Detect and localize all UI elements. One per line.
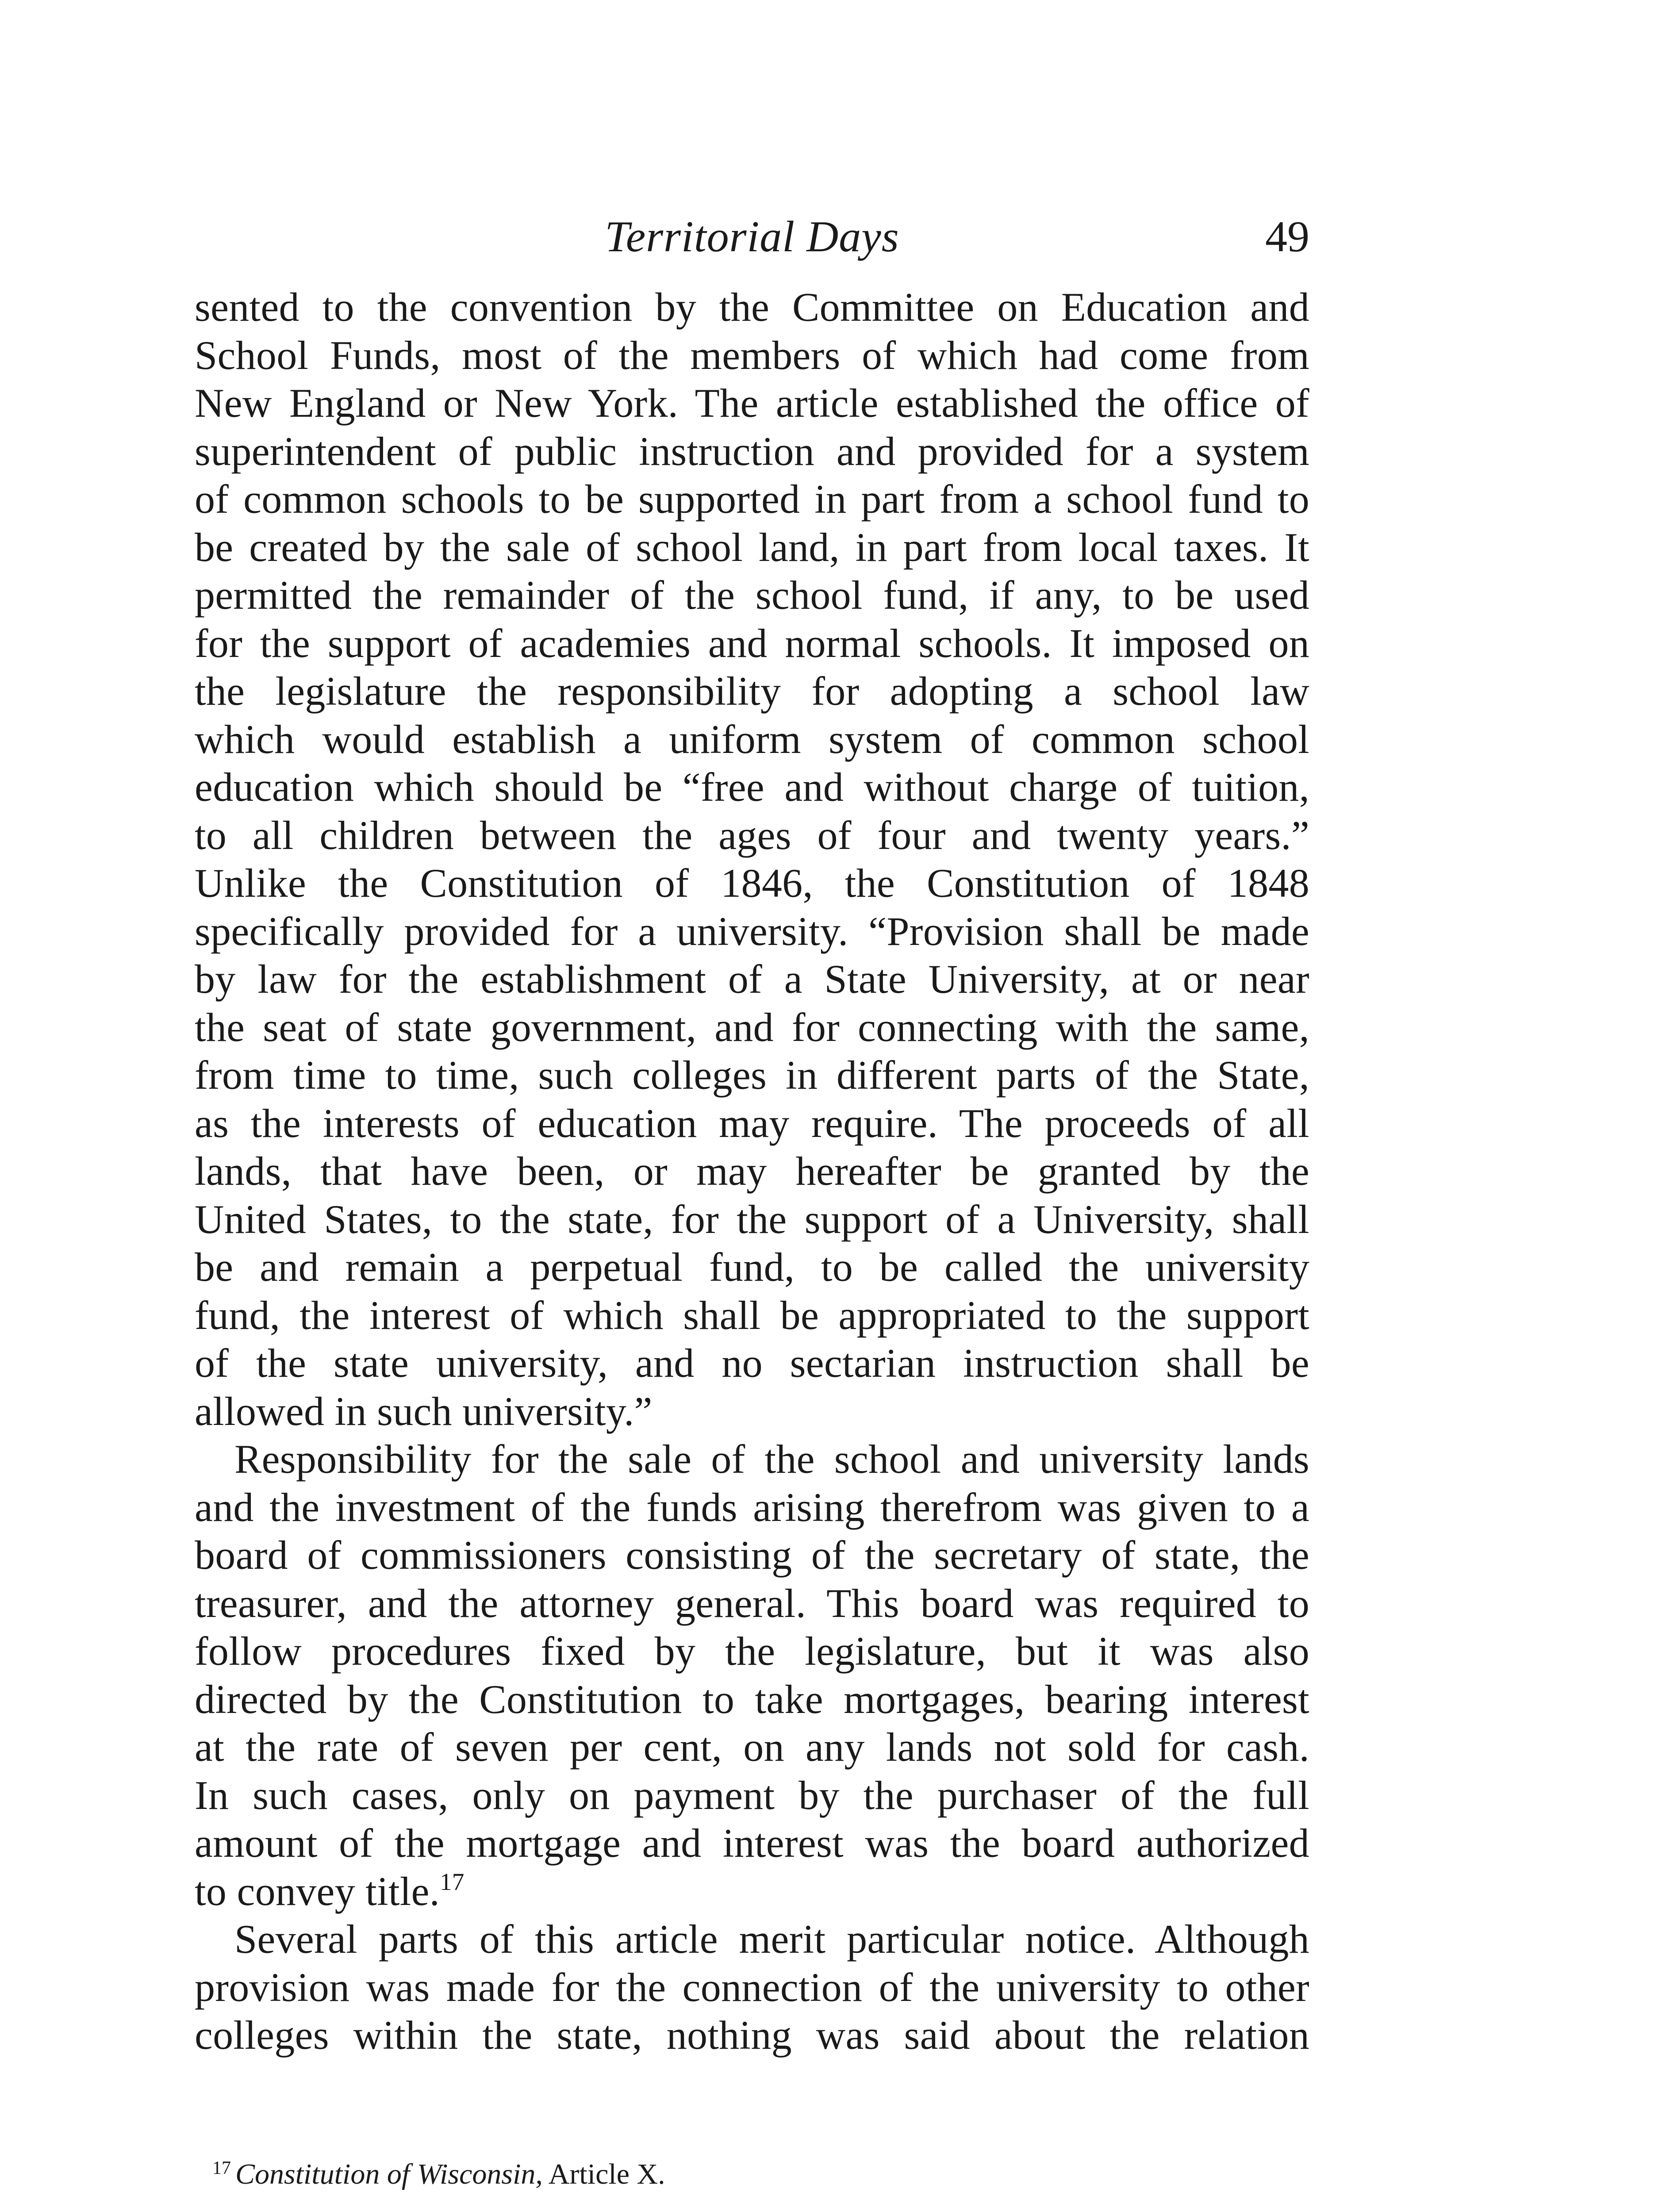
footnote-mark: 17	[212, 2158, 231, 2178]
footnote	[212, 2154, 1309, 2194]
running-title: Territorial Days	[605, 212, 899, 261]
text-line: allowed in such university.”	[195, 1388, 653, 1434]
text-line: New England or New York. The article established the office of	[195, 380, 1309, 426]
text-line: as the interests of education may require. The proceeds of all	[195, 1100, 1309, 1146]
text-line: specifically provided for a university. “Provision shall be made	[195, 908, 1309, 954]
text-line: at the rate of seven per cent, on any lands not sold for cash.	[195, 1724, 1309, 1770]
text-line: education which should be “free and without charge of tuition,	[195, 764, 1309, 810]
text-line: from time to time, such colleges in different parts of the State,	[195, 1052, 1309, 1098]
text-line: be created by the sale of school land, in part from local taxes. It	[195, 524, 1309, 570]
text-line: fund, the interest of which shall be appropriated to the support	[195, 1292, 1309, 1338]
text-line: provision was made for the connection of the university to other	[195, 1964, 1309, 2010]
text-line: which would establish a uniform system of common school	[195, 716, 1309, 762]
text-line: the legislature the responsibility for adopting a school law	[195, 668, 1309, 714]
text-line: to all children between the ages of four and twenty years.”	[195, 812, 1309, 858]
text-line: colleges within the state, nothing was said about the relation	[195, 2012, 1309, 2058]
footnote-reference: 17	[440, 1868, 464, 1895]
paragraph-1	[195, 283, 1309, 1435]
text-line: lands, that have been, or may hereafter be granted by the	[195, 1148, 1309, 1194]
footnote-source-title: Constitution of Wisconsin,	[235, 2158, 543, 2190]
text-line	[195, 1867, 1309, 1916]
text-line: of common schools to be supported in part from a school fund to	[195, 476, 1309, 522]
text-line: In such cases, only on payment by the purchaser of the full	[195, 1772, 1309, 1818]
body-text	[195, 283, 1309, 2059]
page-header	[195, 208, 1309, 265]
text-line: by law for the establishment of a State University, at or near	[195, 956, 1309, 1002]
text-line: for the support of academies and normal schools. It imposed on	[195, 620, 1309, 666]
text-line: be and remain a perpetual fund, to be called the university	[195, 1244, 1309, 1290]
text-line: and the investment of the funds arising therefrom was given to a	[195, 1484, 1309, 1530]
text-line: treasurer, and the attorney general. This board was required to	[195, 1580, 1309, 1626]
text-line: United States, to the state, for the support of a University, shall	[195, 1196, 1309, 1242]
text-line: Unlike the Constitution of 1846, the Constitution of 1848	[195, 860, 1309, 906]
text-line: board of commissioners consisting of the secretary of state, the	[195, 1532, 1309, 1578]
paragraph-2	[195, 1435, 1309, 1915]
text-line: Several parts of this article merit particular notice. Although	[234, 1916, 1309, 1962]
text-fragment: to convey title.	[195, 1868, 440, 1914]
text-line: of the state university, and no sectarian instruction shall be	[195, 1340, 1309, 1386]
text-line: follow procedures fixed by the legislature, but it was also	[195, 1628, 1309, 1674]
text-line: superintendent of public instruction and provided for a system	[195, 428, 1309, 474]
text-line: directed by the Constitution to take mortgages, bearing interest	[195, 1676, 1309, 1722]
text-line: sented to the convention by the Committee on Education and	[195, 284, 1309, 330]
text-line: permitted the remainder of the school fund, if any, to be used	[195, 572, 1309, 618]
footnote-text: Article X.	[548, 2158, 665, 2190]
text-line: Responsibility for the sale of the school and university lands	[234, 1436, 1309, 1482]
text-line: the seat of state government, and for connecting with the same,	[195, 1004, 1309, 1050]
text-line: School Funds, most of the members of which had come from	[195, 332, 1309, 378]
text-line: amount of the mortgage and interest was the board authorized	[195, 1820, 1309, 1866]
paragraph-3	[195, 1915, 1309, 2059]
page-number: 49	[1265, 212, 1309, 261]
